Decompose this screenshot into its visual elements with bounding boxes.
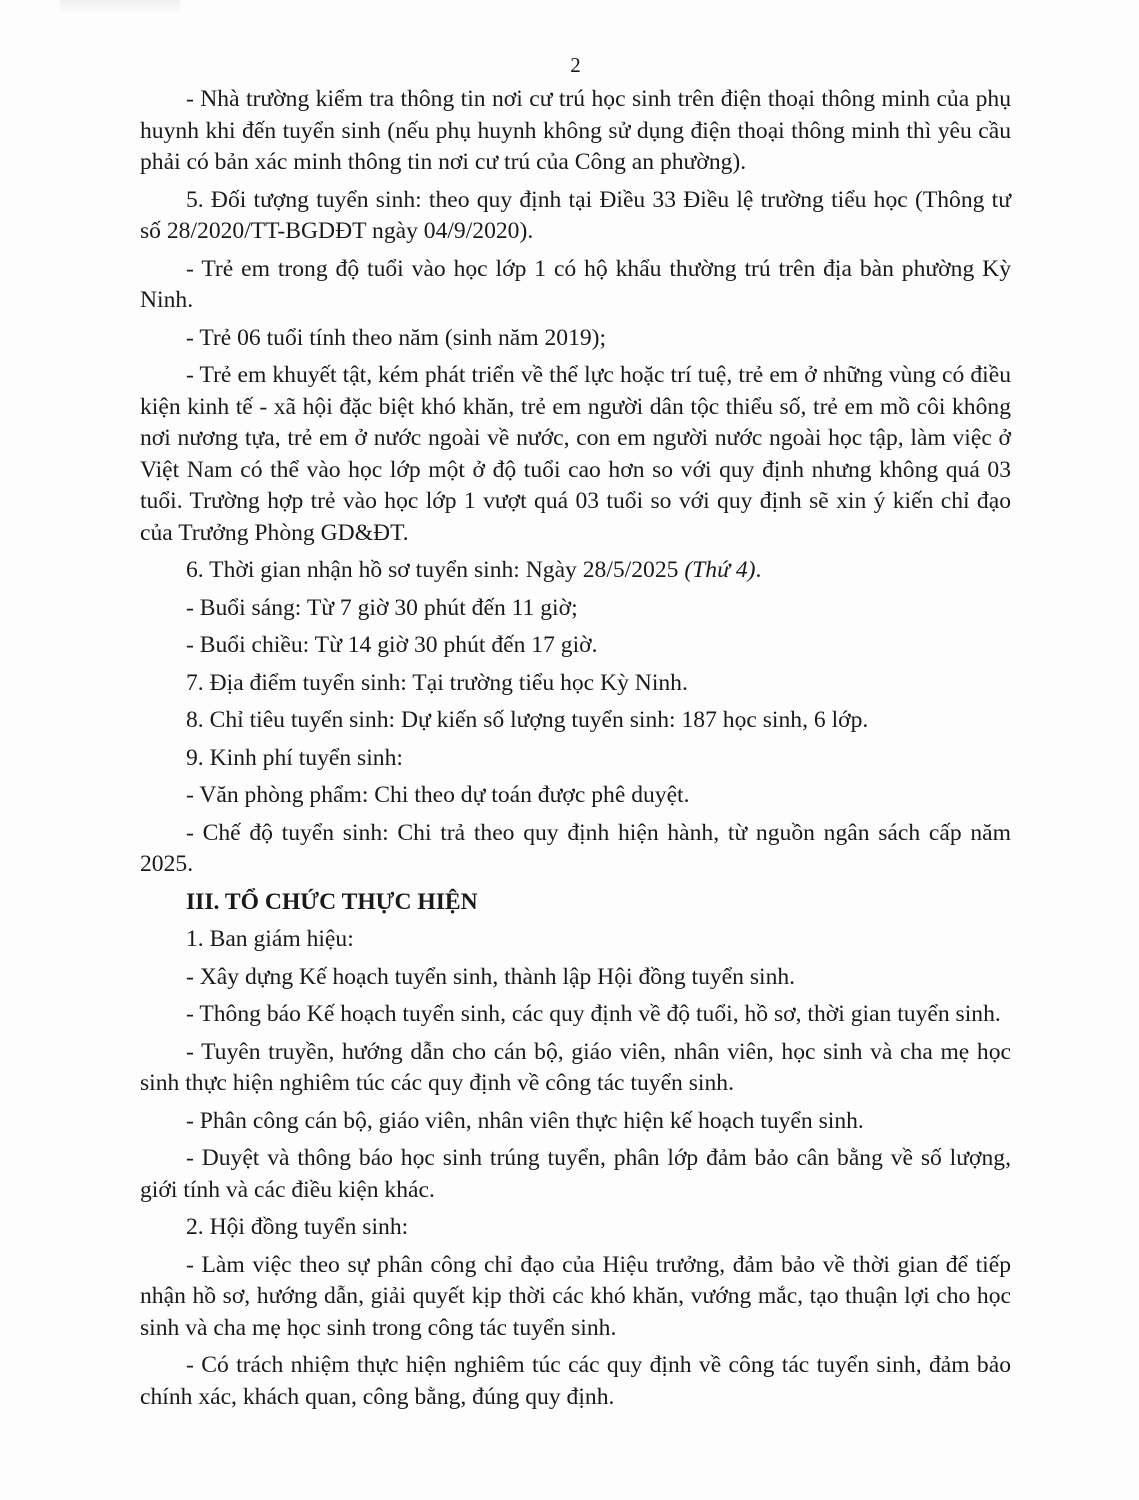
paragraph-section-5: 5. Đối tượng tuyển sinh: theo quy định tại Điều 33 Điều lệ trường tiểu học (Thông tư số 28/2020/TT-BGDĐT ngày 04/9/2020).	[140, 186, 1011, 244]
paragraph-council-duty: - Có trách nhiệm thực hiện nghiêm túc các quy định về công tác tuyển sinh, đảm bảo chính xác, khách quan, công bằng, đúng quy định.	[140, 1352, 1011, 1410]
paragraph-board-approve: - Duyệt và thông báo học sinh trúng tuyển, phân lớp đảm bảo cân bằng về số lượng, giới tính và các điều kiện khác.	[140, 1145, 1011, 1203]
paragraph-afternoon-session: - Buổi chiều: Từ 14 giờ 30 phút đến 17 giờ.	[186, 632, 598, 658]
section-6-text: 6. Thời gian nhận hồ sơ tuyển sinh: Ngày 28/5/2025	[186, 557, 685, 583]
paragraph-age-residence: - Trẻ em trong độ tuổi vào học lớp 1 có hộ khẩu thường trú trên địa bàn phường Kỳ Ninh.	[140, 255, 1011, 313]
paragraph-age-six: - Trẻ 06 tuổi tính theo năm (sinh năm 2019);	[186, 324, 607, 351]
paragraph-board-assign: - Phân công cán bộ, giáo viên, nhân viên thực hiện kế hoạch tuyển sinh.	[186, 1107, 864, 1134]
paragraph-board-announce: - Thông báo Kế hoạch tuyển sinh, các quy định về độ tuổi, hồ sơ, thời gian tuyển sinh.	[186, 1001, 1001, 1027]
paragraph-board-title: 1. Ban giám hiệu:	[186, 926, 354, 952]
paragraph-board-plan: - Xây dựng Kế hoạch tuyển sinh, thành lập Hội đồng tuyển sinh.	[186, 963, 796, 990]
section-6-tail: .	[755, 557, 762, 583]
section-6-weekday-note: (Thứ 4)	[684, 557, 756, 583]
paragraph-special-cases: - Trẻ em khuyết tật, kém phát triển về thể lực hoặc trí tuệ, trẻ em ở những vùng có điều kiện kinh tế - xã hội đặc biệt khó khăn, trẻ em người dân tộc thiểu số, trẻ em mồ côi không nơi nương tựa, trẻ em ở nước ngoài về nước, con em người nước ngoài học tập, làm việc ở Việt Nam có thể vào học lớp một ở độ tuổi cao hơn so với quy định nhưng không quá 03 tuổi. Trường hợp trẻ vào học lớp 1 vượt quá 03 tuổi so với quy định sẽ xin ý kiến chỉ đạo của Trưởng Phòng GD&ĐT.	[140, 362, 1011, 546]
paragraph-council-work: - Làm việc theo sự phân công chỉ đạo của Hiệu trưởng, đảm bảo về thời gian để tiếp nhận hồ sơ, hướng dẫn, giải quyết kịp thời các khó khăn, vướng mắc, tạo thuận lợi cho học sinh và cha mẹ học sinh trong công tác tuyển sinh.	[140, 1251, 1011, 1341]
paragraph-section-9: 9. Kinh phí tuyển sinh:	[186, 744, 403, 771]
section-heading-iii: III. TỔ CHỨC THỰC HIỆN	[186, 888, 478, 915]
scan-artifact	[60, 0, 180, 14]
paragraph-section-6	[140, 555, 1011, 587]
page-number: 2	[570, 53, 581, 77]
paragraph-section-7: 7. Địa điểm tuyển sinh: Tại trường tiểu học Kỳ Ninh.	[186, 669, 688, 696]
paragraph-council-title: 2. Hội đồng tuyển sinh:	[186, 1214, 409, 1240]
paragraph-board-guidance: - Tuyên truyền, hướng dẫn cho cán bộ, giáo viên, nhân viên, học sinh và cha mẹ học sinh thực hiện nghiêm túc các quy định về công tác tuyển sinh.	[140, 1038, 1011, 1096]
paragraph-morning-session: - Buổi sáng: Từ 7 giờ 30 phút đến 11 giờ;	[186, 594, 578, 621]
paragraph-residence-check: - Nhà trường kiểm tra thông tin nơi cư trú học sinh trên điện thoại thông minh của phụ huynh khi đến tuyển sinh (nếu phụ huynh không sử dụng điện thoại thông minh thì yêu cầu phải có bản xác minh thông tin nơi cư trú của Công an phường).	[140, 86, 1011, 175]
paragraph-stationery: - Văn phòng phẩm: Chi theo dự toán được phê duyệt.	[186, 782, 690, 808]
paragraph-section-8: 8. Chỉ tiêu tuyển sinh: Dự kiến số lượng tuyển sinh: 187 học sinh, 6 lớp.	[186, 707, 869, 733]
paragraph-allowance: - Chế độ tuyển sinh: Chi trả theo quy định hiện hành, từ nguồn ngân sách cấp năm 2025.	[140, 819, 1011, 877]
